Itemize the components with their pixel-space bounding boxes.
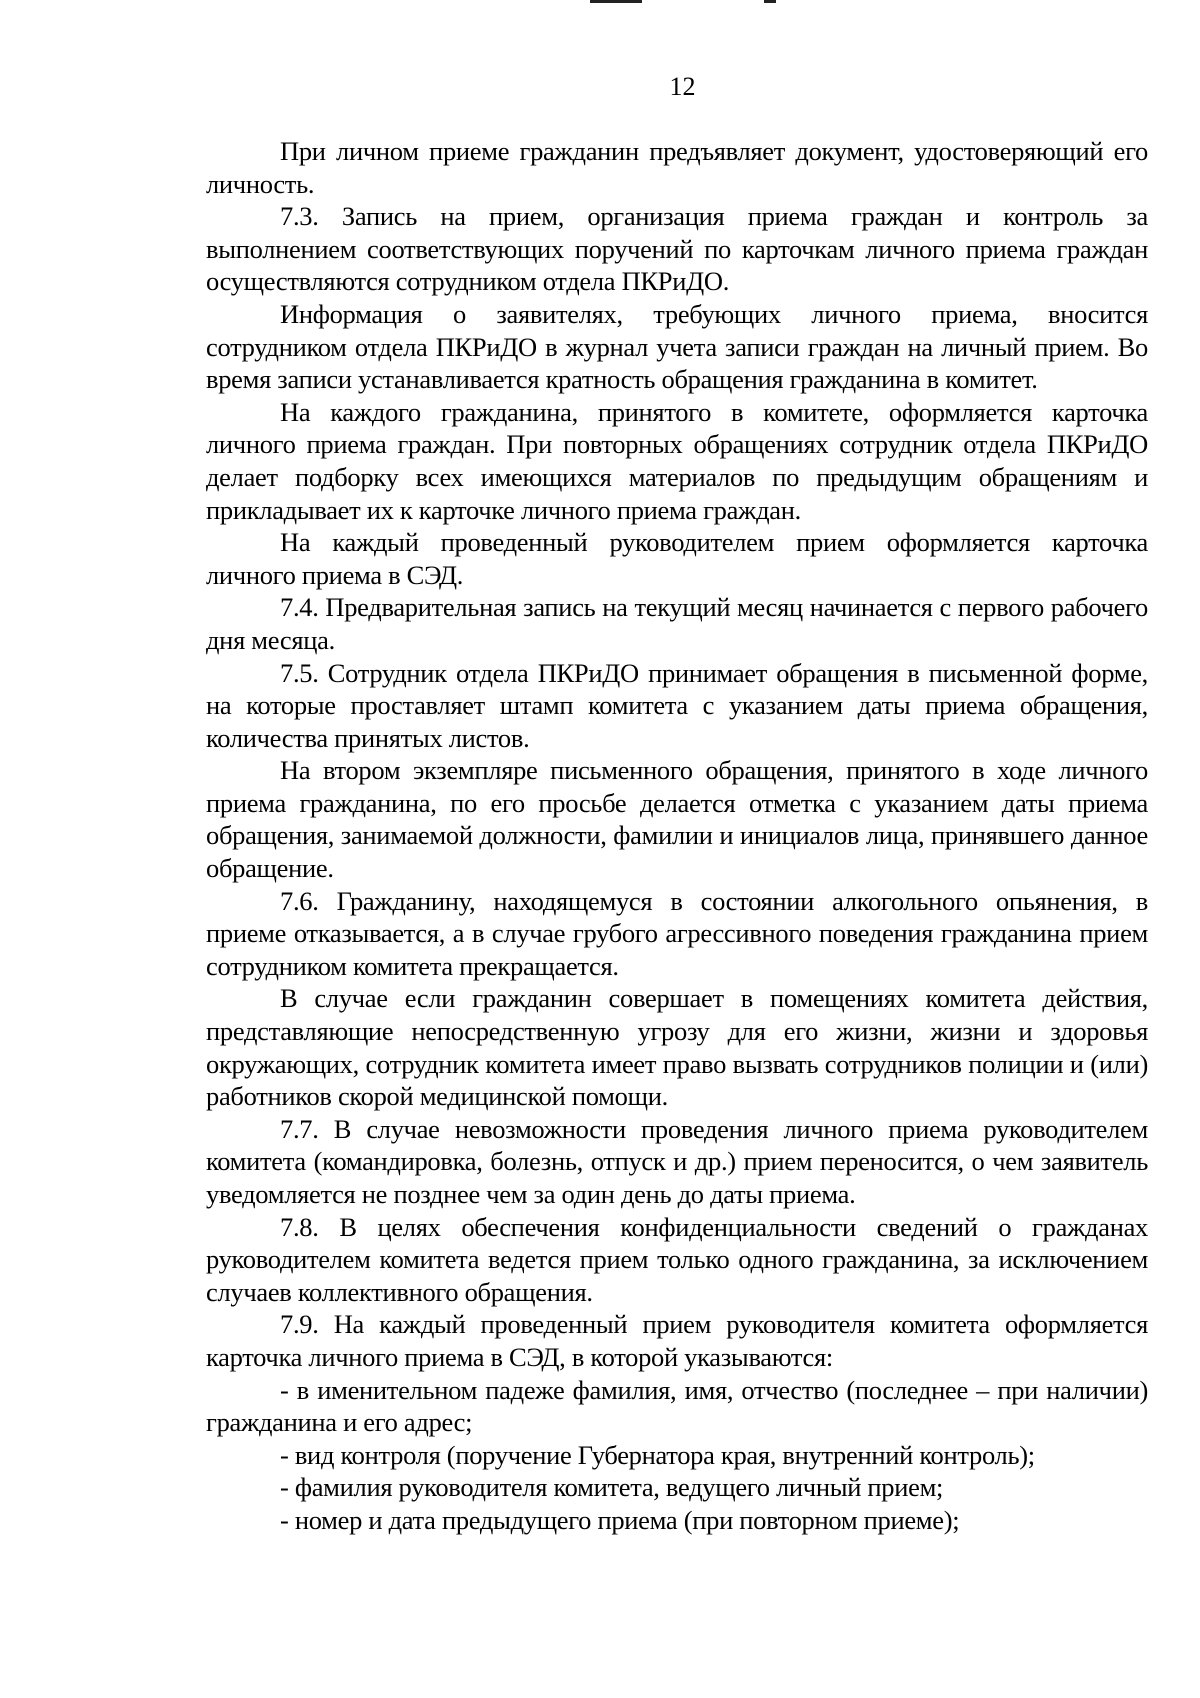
- paragraph-7-5: 7.5. Сотрудник отдела ПКРиДО принимает обращения в письменной форме, на которые проставляет штамп комитета с указанием даты приема обращения, количества принятых листов.: [206, 657, 1148, 753]
- paragraph-applicant-info: Информация о заявителях, требующих личного приема, вносится сотрудником отдела ПКРиДО в журнал учета записи граждан на личный прием. Во время записи устанавливается кратность обращения гражданина в комитет.: [206, 298, 1148, 395]
- paragraph-7-8: 7.8. В целях обеспечения конфиденциальности сведений о гражданах руководителем комитета ведется прием только одного гражданина, за исключением случаев коллективного обращения.: [206, 1211, 1148, 1307]
- list-item-name-address: - в именительном падеже фамилия, имя, отчество (последнее – при наличии) гражданина и его адрес;: [206, 1374, 1148, 1438]
- scan-artifact-mark: [764, 0, 776, 3]
- list-item-control-type: - вид контроля (поручение Губернатора края, внутренний контроль);: [280, 1439, 1035, 1470]
- document-body: [206, 135, 1148, 1537]
- paragraph-7-4: 7.4. Предварительная запись на текущий месяц начинается с первого рабочего дня месяца.: [206, 592, 1148, 655]
- list-item-head-surname: - фамилия руководителя комитета, ведущего личный прием;: [280, 1472, 944, 1503]
- paragraph-identity-document: При личном приеме гражданин предъявляет документ, удостоверяющий его личность.: [206, 136, 1148, 199]
- scan-artifact-mark: [590, 0, 642, 3]
- paragraph-second-copy: На втором экземпляре письменного обращения, принятого в ходе личного приема гражданина, по его просьбе делается отметка с указанием даты приема обращения, занимаемой должности, фамилии и инициалов лица, принявшего данное обращение.: [206, 755, 1148, 884]
- page-number: 12: [669, 72, 696, 101]
- list-item-previous-reception: - номер и дата предыдущего приема (при повторном приеме);: [280, 1504, 960, 1535]
- paragraph-sed-card: На каждый проведенный руководителем прием оформляется карточка личного приема в СЭД.: [206, 527, 1148, 590]
- paragraph-7-6: 7.6. Гражданину, находящемуся в состоянии алкогольного опьянения, в приеме отказывается, а в случае грубого агрессивного поведения гражданина прием сотрудником комитета прекращается.: [206, 885, 1148, 981]
- paragraph-7-9: 7.9. На каждый проведенный прием руководителя комитета оформляется карточка личного приема в СЭД, в которой указываются:: [206, 1309, 1148, 1372]
- paragraph-threat-case: В случае если гражданин совершает в помещениях комитета действия, представляющие непосредственную угрозу для его жизни, жизни и здоровья окружающих, сотрудник комитета имеет право вызвать сотрудников полиции и (или) работников скорой медицинской помощи.: [206, 983, 1148, 1112]
- paragraph-reception-card: На каждого гражданина, принятого в комитете, оформляется карточка личного приема граждан. При повторных обращениях сотрудник отдела ПКРиДО делает подборку всех имеющихся материалов по предыдущим обращениям и прикладывает их к карточке личного приема граждан.: [206, 396, 1148, 525]
- paragraph-7-7: 7.7. В случае невозможности проведения личного приема руководителем комитета (командировка, болезнь, отпуск и др.) прием переносится, о чем заявитель уведомляется не позднее чем за один день до даты приема.: [206, 1113, 1148, 1209]
- paragraph-7-3: 7.3. Запись на прием, организация приема граждан и контроль за выполнением соответствующих поручений по карточкам личного приема граждан осуществляются сотрудником отдела ПКРиДО.: [206, 201, 1148, 297]
